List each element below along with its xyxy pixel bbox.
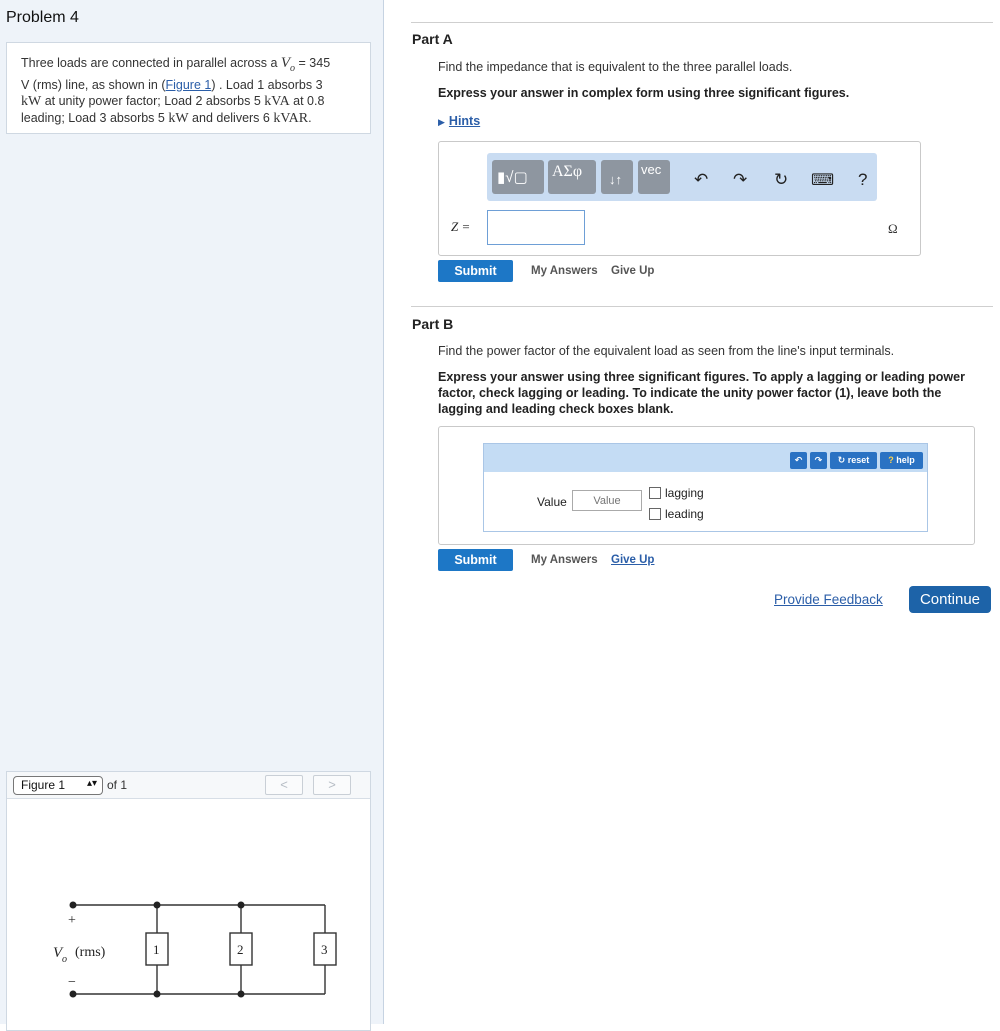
plus-sign: +	[68, 913, 76, 928]
part-a-answer-box	[438, 141, 921, 256]
part-b-answer-box	[438, 426, 975, 545]
help-icon: ?	[888, 455, 897, 465]
part-b-instruction: Express your answer using three significant figures. To apply a lagging or leading power factor, check lagging or leading. To indicate the unity power factor (1), leave both the lagging and leading check boxes blank.	[438, 370, 965, 416]
help-button[interactable]: ? help	[880, 452, 923, 469]
power-factor-widget	[483, 443, 928, 532]
node	[238, 902, 245, 909]
figure-next-button[interactable]: >	[313, 775, 351, 795]
part-b-divider	[411, 306, 993, 307]
ohm-unit: Ω	[888, 221, 898, 236]
part-b-question: Find the power factor of the equivalent load as seen from the line's input terminals.	[438, 344, 895, 358]
part-b-give-up-link[interactable]: Give Up	[611, 554, 655, 566]
continue-button[interactable]: Continue	[909, 586, 991, 613]
power-factor-value-input[interactable]	[572, 490, 642, 511]
circuit-diagram	[7, 800, 372, 1030]
leading-checkbox[interactable]	[649, 508, 661, 520]
templates-icon: ▮√▢	[497, 169, 528, 186]
redo-icon[interactable]: ↷	[810, 452, 827, 469]
lagging-checkbox[interactable]	[649, 487, 661, 499]
part-b-title: Part B	[412, 316, 454, 332]
node	[238, 991, 245, 998]
part-a-submit-button[interactable]: Submit	[438, 260, 513, 282]
load-3-label: 3	[321, 942, 328, 957]
reset-icon[interactable]: ↻	[774, 170, 789, 189]
part-a-my-answers-link[interactable]: My Answers	[531, 265, 598, 277]
figure-header	[7, 772, 370, 799]
widget-toolbar	[484, 444, 927, 472]
math-toolbar	[487, 153, 877, 201]
terminal-top	[70, 902, 77, 909]
part-a-instruction: Express your answer in complex form using three significant figures.	[438, 86, 850, 100]
part-a-divider	[411, 22, 993, 23]
part-b-submit-button[interactable]: Submit	[438, 549, 513, 571]
figure-panel	[6, 771, 371, 1031]
value-label: Value	[537, 495, 567, 509]
select-arrows-icon: ▴▾	[86, 778, 97, 789]
impedance-input[interactable]	[487, 210, 585, 245]
rms-label: (rms)	[75, 945, 106, 960]
voltage-symbol: $V_o$	[280, 55, 296, 74]
figure-link[interactable]: Figure 1	[165, 78, 212, 92]
problem-statement: Three loads are connected in parallel across a $V_o = 345$ V (rms) line, as shown in (Figure 1) . Load 1 absorbs 3 kW at unity power factor; Load 2 absorbs 5 kVA at 0.8 leading; Load 3 absorbs 5 kW and delivers 6 kVAR.	[6, 42, 371, 134]
problem-panel	[0, 0, 384, 1024]
z-label: Z =	[451, 219, 471, 234]
hints-toggle[interactable]: ▶ Hints	[438, 114, 481, 128]
figure-select[interactable]: Figure 1 ▴▾	[13, 776, 103, 795]
help-icon[interactable]: ?	[858, 170, 868, 189]
figure-prev-button[interactable]: <	[265, 775, 303, 795]
greek-symbols-button[interactable]: ΑΣφ	[548, 160, 596, 194]
minus-sign: −	[68, 975, 76, 990]
part-b-my-answers-link[interactable]: My Answers	[531, 554, 598, 566]
lagging-option[interactable]: lagging	[649, 486, 704, 500]
part-a-give-up-link[interactable]: Give Up	[611, 265, 655, 277]
voltage-label: V	[53, 945, 63, 961]
node	[154, 902, 161, 909]
load-2-label: 2	[237, 942, 244, 957]
answer-area	[385, 0, 1000, 1024]
part-a-question: Find the impedance that is equivalent to the three parallel loads.	[438, 60, 793, 74]
terminal-bottom	[70, 991, 77, 998]
provide-feedback-link[interactable]: Provide Feedback	[774, 592, 883, 607]
node	[154, 991, 161, 998]
leading-option[interactable]: leading	[649, 507, 704, 521]
keyboard-icon[interactable]: ⌨	[811, 172, 835, 189]
subscript-superscript-button[interactable]: ↓↑	[601, 160, 633, 194]
part-a-title: Part A	[412, 31, 453, 47]
redo-icon[interactable]: ↷	[733, 170, 748, 189]
problem-title: Problem 4	[6, 9, 79, 26]
vector-button[interactable]: vec	[638, 160, 670, 194]
load-1-label: 1	[153, 942, 160, 957]
undo-icon[interactable]: ↶	[790, 452, 807, 469]
templates-button[interactable]	[492, 160, 544, 194]
reset-button[interactable]: ↻ reset	[830, 452, 877, 469]
undo-icon[interactable]: ↶	[694, 170, 709, 189]
figure-count: of 1	[107, 778, 128, 792]
voltage-subscript: o	[62, 954, 67, 965]
reset-icon: ↻	[837, 455, 848, 465]
expand-triangle-icon: ▶	[438, 117, 445, 127]
